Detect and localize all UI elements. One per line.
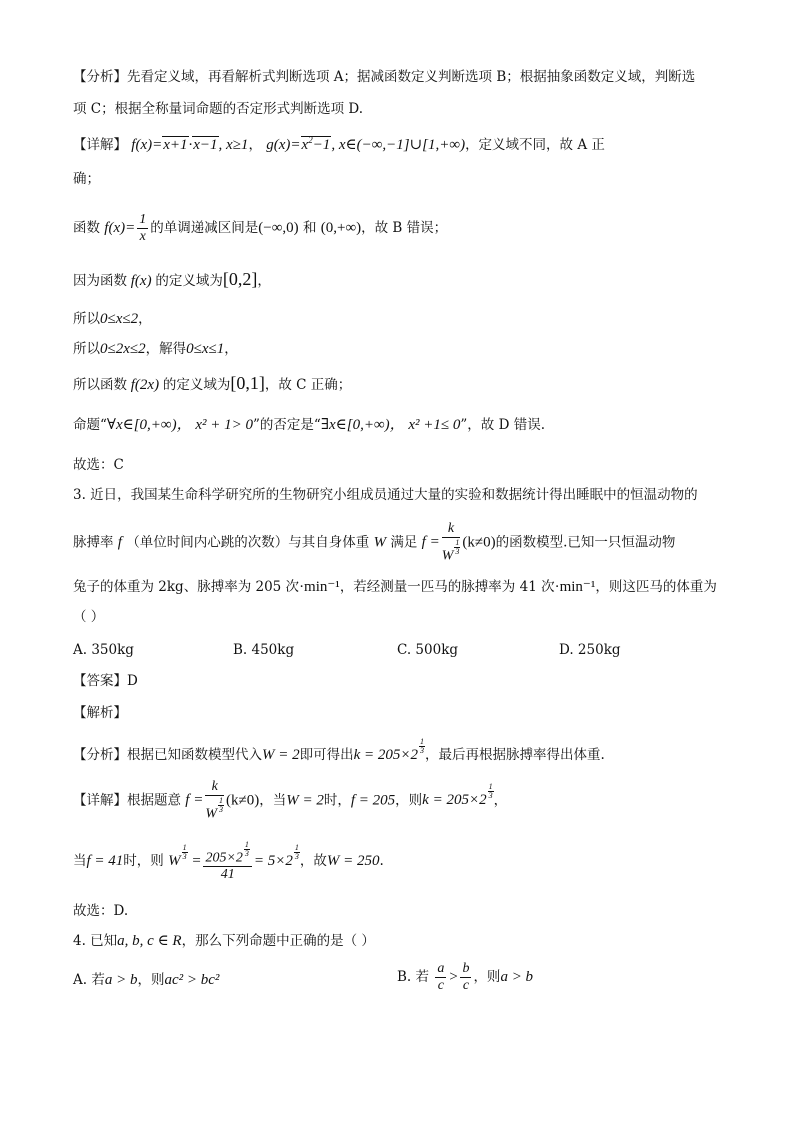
q3-detail-k: k = 205×2	[422, 792, 487, 809]
q3-answer-text: 【答案】D	[73, 673, 138, 689]
option-b-line	[73, 210, 447, 246]
c2-end: ，	[138, 311, 152, 327]
q4-a-cond: a > b	[104, 972, 138, 988]
q3-line-1	[73, 486, 698, 504]
q3-l3-end: ，则这匹马的体重为	[595, 579, 717, 595]
q3-calc-eq: = 5×2	[253, 853, 293, 869]
d-negation: ∃x∈[0,+∞)， x² +1≤ 0	[320, 417, 461, 433]
c3-pre: 所以	[73, 341, 100, 357]
q3-line-2	[73, 522, 675, 564]
c1-mid: 的定义域为	[155, 273, 223, 289]
c3-expr: 0≤2x≤2	[100, 341, 146, 357]
b-pre: 函数	[73, 220, 100, 236]
c1-domain: [0,2]	[222, 269, 258, 289]
detail-line-1: 【详解】 f(x)=x+1·x−1, x≥1， $g(x)=x^2-1$, x∈(−∞,−1]∪[1,+∞)，定义域不同，故 A 正	[73, 135, 605, 153]
option-c-line-3	[73, 340, 238, 358]
b-and: 和	[302, 220, 317, 236]
c2-expr: 0≤x≤2	[100, 311, 139, 327]
q3-detail-w: W = 2	[286, 792, 324, 809]
q3-calc-lhs: W $\frac{1}{3}$ = 205×2 $\frac{1}{3}$ 41	[168, 853, 254, 869]
q3-end: 的函数模型.已知一只恒温动物	[495, 534, 676, 551]
q3-option-d[interactable]: D. 250kg	[559, 642, 621, 658]
f-x: f(x)	[127, 273, 156, 289]
c4-domain: [0,1]	[230, 373, 265, 393]
c4-mid: 的定义域为	[162, 377, 231, 393]
q3-detail-k-wrap: k = 205×2 $\frac{1}{3}$	[422, 782, 493, 809]
analysis-text-2: 项 C；根据全称量词命题的否定形式判断选项 D.	[73, 101, 364, 117]
q4-stem-pre: 4. 已知	[73, 933, 118, 949]
option-c-line-2	[73, 310, 152, 328]
q3-l3-mid: ，若经测量一匹马的脉搏率为 41 次	[339, 579, 555, 595]
q3-choice-text: 故选：D.	[73, 903, 129, 919]
q3-detail-t: 时，	[323, 792, 351, 809]
q4-b-mid: ，则	[473, 969, 501, 985]
c4-end: ，故 C 正确；	[264, 377, 352, 393]
c1-end: ，	[257, 273, 271, 289]
option-c-line-4	[73, 374, 351, 394]
q3-analysis-k: k = 205×2	[353, 747, 419, 763]
b-interval-1: (−∞,0)	[258, 220, 299, 236]
q4-stem	[73, 932, 375, 950]
detail-tag: 【详解】	[73, 137, 127, 153]
q3-pre: 脉搏率	[73, 534, 114, 551]
q3-calc-eq-wrap: = 5×2 $\frac{1}{3}$	[253, 843, 299, 869]
q4-b-res: a > b	[500, 969, 534, 985]
q3-f: f	[117, 534, 122, 551]
q3-mid: （单位时间内心跳的次数）与其自身体重	[126, 534, 370, 551]
q4-b-cond: $\frac{a}{c}$ > $\frac{b}{c}$	[437, 961, 470, 994]
q4-a-res: ac² > bc²	[164, 972, 220, 988]
q3-calc-pre: 当	[73, 853, 87, 869]
q3-detail-then: ，则	[395, 792, 423, 809]
q3-analysis	[73, 738, 605, 764]
q4-a-mid: ，则	[137, 972, 165, 988]
q3-answer	[73, 672, 138, 690]
q3-calc-t: 时，则	[123, 853, 164, 869]
q3-analysis-tag: 【分析】	[73, 747, 127, 763]
c3-expr2: 0≤x≤1	[186, 341, 225, 357]
q3-jiexi	[73, 704, 127, 722]
choice-q2-text: 故选：C	[73, 457, 124, 473]
q3-l3-pre: 兔子的体重为 2kg、脉搏率为 205 次	[73, 579, 300, 595]
d-end: ”，故 D 错误.	[460, 417, 546, 433]
q3-option-b[interactable]: B. 450kg	[233, 642, 295, 658]
q3-calc-mid: ，故	[299, 853, 327, 869]
q3-paren: （ ）	[73, 609, 105, 625]
c4-pre: 所以函数	[73, 377, 127, 393]
q3-option-a[interactable]: A. 350kg	[73, 642, 134, 658]
q3-analysis-k-wrap: k = 205×2 $\frac{1}{3}$	[353, 737, 425, 763]
c2-pre: 所以	[73, 311, 100, 327]
option-d-line	[73, 416, 545, 434]
g-definition: $g(x)=x^2-1$, x∈(−∞,−1]∪[1,+∞)	[266, 135, 466, 153]
q3-line-3	[73, 578, 717, 596]
b-interval-2: (0,+∞)	[320, 220, 362, 236]
detail-text-2: 确；	[73, 171, 100, 187]
analysis-line-1	[73, 68, 695, 86]
q3-detail-f: f = 205	[350, 792, 396, 809]
q3-analysis-mid: 即可得出	[299, 747, 354, 763]
q3-analysis-end: ，最后再根据脉搏率得出体重.	[425, 747, 605, 763]
q4-vars: a, b, c ∈ R	[117, 933, 182, 949]
q3-stem-1: 3. 近日，我国某生命科学研究所的生物研究小组成员通过大量的实验和数据统计得出睡眠中的恒温动物的	[73, 487, 698, 503]
q4-option-b[interactable]	[397, 958, 533, 996]
q4-stem-end: ，那么下列命题中正确的是（ ）	[181, 933, 375, 949]
q3-detail-pre: 根据题意	[127, 792, 181, 809]
q3-calc-w: W = 250	[326, 853, 380, 869]
analysis-line-2	[73, 100, 363, 118]
q3-detail-when: ，当	[259, 792, 287, 809]
q3-analysis-w: W = 2	[262, 747, 300, 763]
analysis-text: 先看定义域，再看解析式判断选项 A；据减函数定义判断选项 B；根据抽象函数定义域，判断选	[127, 69, 696, 85]
q3-calc	[73, 840, 384, 882]
option-c-line-1	[73, 270, 271, 290]
q3-analysis-pre: 根据已知函数模型代入	[127, 747, 262, 763]
q3-unit2: ·min⁻¹	[554, 579, 596, 595]
q3-detail-model: f = k W $\frac{1}{3}$	[185, 779, 224, 822]
q3-cond: (k≠0)	[462, 534, 496, 551]
c3-end: ，	[224, 341, 238, 357]
d-proposition: ∀x∈[0,+∞)， x² + 1> 0	[106, 417, 254, 433]
q3-choice	[73, 902, 128, 920]
q3-w: W	[373, 534, 387, 551]
detail-tail: ，定义域不同，故 A 正	[465, 137, 605, 153]
q3-jiexi-text: 【解析】	[73, 705, 127, 721]
analysis-tag: 【分析】	[73, 69, 127, 85]
c1-pre: 因为函数	[73, 273, 127, 289]
q3-detail-tag: 【详解】	[73, 792, 127, 809]
q3-calc-end: .	[379, 853, 384, 869]
q3-model: f = k W $\frac{1}{3}$	[421, 521, 460, 564]
q3-detail-end: ，	[493, 792, 508, 809]
f-reciprocal: f(x)= $\frac{1}{x}$	[104, 212, 147, 245]
q3-mid2: 满足	[390, 534, 418, 551]
d-mid: ”的否定是“	[253, 417, 321, 433]
f-definition: f(x)=x+1·x−1, x≥1	[131, 137, 249, 153]
q4-b-pre: B. 若	[397, 969, 430, 985]
choice-q2	[73, 456, 124, 474]
q4-option-a[interactable]	[73, 968, 219, 989]
q3-option-c[interactable]: C. 500kg	[397, 642, 459, 658]
c3-mid: ，解得	[145, 341, 187, 357]
b-mid: 的单调递减区间是	[150, 220, 259, 236]
f-2x: f(2x)	[127, 377, 163, 393]
q3-detail-cond: (k≠0)	[226, 792, 260, 809]
q4-a-pre: A. 若	[73, 972, 105, 988]
q3-line-4	[73, 608, 104, 626]
q3-calc-f: f = 41	[86, 853, 124, 869]
b-end: ，故 B 错误；	[361, 220, 448, 236]
q3-unit: ·min⁻¹	[299, 579, 340, 595]
d-pre: 命题“	[73, 417, 107, 433]
q3-detail	[73, 780, 507, 822]
detail-line-2	[73, 170, 100, 188]
